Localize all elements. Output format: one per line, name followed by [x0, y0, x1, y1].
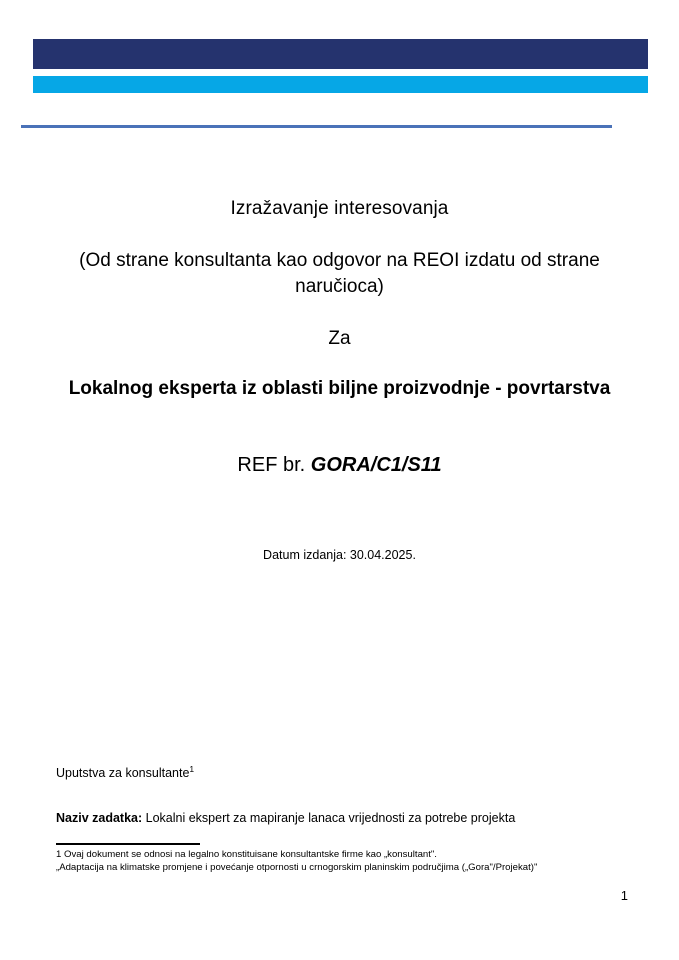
document-title: Izražavanje interesovanja: [230, 198, 449, 219]
reference-code: GORA/C1/S11: [310, 454, 442, 476]
task-name-value: Lokalni ekspert za mapiranje lanaca vrijednosti za potrebe projekta: [142, 811, 516, 825]
footnote-block: [56, 848, 628, 874]
reference-prefix: REF br.: [237, 454, 311, 476]
footnote-separator: [56, 843, 200, 845]
title-block: [56, 196, 623, 564]
document-for-label: Za: [328, 328, 351, 349]
instructions-heading-text: Uputstva za konsultante: [56, 766, 190, 780]
task-name-label: Naziv zadatka:: [56, 811, 143, 825]
header-cyan-bar: [33, 76, 648, 93]
header-divider-rule: [21, 125, 612, 128]
reference-number-line: [56, 452, 623, 478]
header-navy-bar: [33, 39, 648, 69]
footnote-marker: 1: [189, 763, 195, 774]
document-subtitle: (Od strane konsultanta kao odgovor na REOI izdatu od strane naručioca): [79, 250, 600, 297]
issue-date: Datum izdanja: 30.04.2025.: [263, 548, 416, 562]
position-title: Lokalnog eksperta iz oblasti biljne proizvodnje - povrtarstva: [68, 378, 611, 399]
footnote-paragraph-1: 1 Ovaj dokument se odnosi na legalno konstituisane konsultantske firme kao „konsultant".: [56, 849, 437, 860]
footnote-paragraph-2: „Adaptacija na klimatske promjene i povećanje otpornosti u crnogorskim planinskim područjima („Gora"/Projekat)": [56, 862, 538, 874]
instructions-heading: [56, 765, 194, 781]
page-number: 1: [620, 888, 628, 903]
task-name-line: [56, 810, 626, 826]
